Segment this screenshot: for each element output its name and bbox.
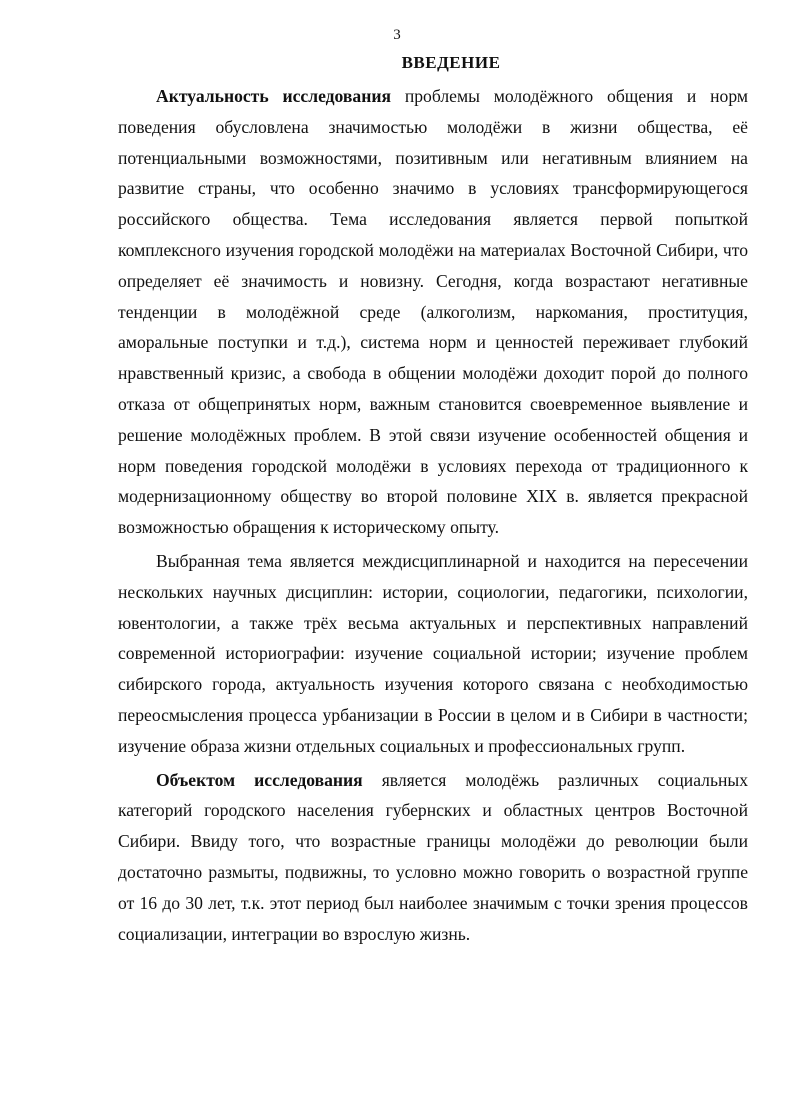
paragraph-object	[118, 765, 748, 950]
paragraph-lead: Объектом исследования	[156, 769, 363, 790]
body-text	[118, 81, 748, 949]
paragraph-body: является молодёжь различных социальных категорий городского населения губернских и областных центров Восточной Сибири. Ввиду того, что возрастные границы молодёжи до революции были достаточно размыты, подвижны, то условно можно говорить о возрастной группе от 16 до 30 лет, т.к. этот период был наиболее значимым с точки зрения процессов социализации, интеграции во взрослую жизнь.	[118, 769, 748, 944]
section-heading: ВВЕДЕНИЕ	[401, 53, 501, 72]
paragraph-relevance	[118, 81, 748, 543]
paragraph-body: Выбранная тема является междисциплинарной и находится на пересечении нескольких научных дисциплин: истории, социологии, педагогики, психологии, ювентологии, а также трёх весьма актуальных и перспективных направлений современной историографии: изучение социальной истории; изучение проблем сибирского города, актуальность изучения которого связана с необходимостью переосмысления процесса урбанизации в России в целом и в Сибири в частности; изучение образа жизни отдельных социальных и профессиональных групп.	[118, 550, 748, 756]
paragraph-interdisciplinary	[118, 546, 748, 762]
paragraph-lead: Актуальность исследования	[156, 86, 392, 106]
page-number: 3	[393, 27, 401, 43]
paragraph-body: проблемы молодёжного общения и норм поведения обусловлена значимостью молодёжи в жизни общества, её потенциальными возможностями, позитивным или негативным влиянием на развитие страны, что особенно значимо в условиях трансформирующегося российского общества. Тема исследования является первой попыткой комплексного изучения городской молодёжи на материалах Восточной Сибири, что определяет её значимость и новизну. Сегодня, когда возрастают негативные тенденции в молодёжной среде (алкоголизм, наркомания, проституция, аморальные поступки и т.д.), система норм и ценностей переживает глубокий нравственный кризис, а свобода в общении молодёжи доходит порой до полного отказа от общепринятых норм, важным становится своевременное выявление и решение молодёжных проблем. В этой связи изучение особенностей общения и норм поведения городской молодёжи в условиях перехода от традиционного к модернизационному обществу во второй половине XIX в. является прекрасной возможностью обращения к историческому опыту.	[118, 86, 748, 538]
